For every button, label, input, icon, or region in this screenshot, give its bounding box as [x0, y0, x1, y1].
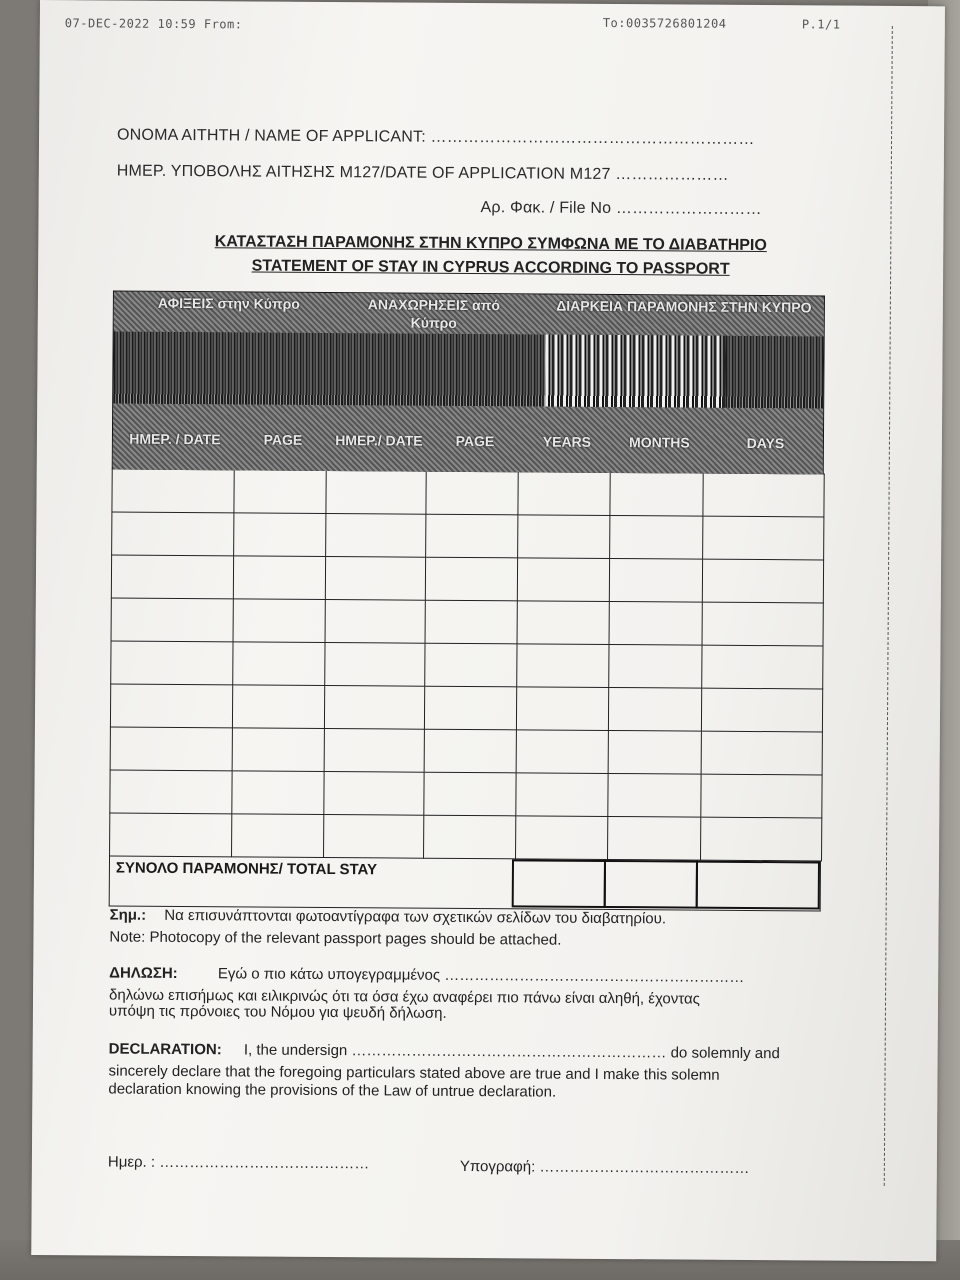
declaration-greek-name-field[interactable]: Εγώ ο πιο κάτω υπογεγραμμένος …………………………………………………… [217, 965, 745, 986]
title-english: STATEMENT OF STAY IN CYPRUS ACCORDING TO PASSPORT [251, 257, 730, 278]
note-greek [110, 907, 667, 928]
column-arrival-date: ΗΜΕΡ. / DATE [129, 430, 221, 448]
title-greek: ΚΑΤΑΣΤΑΣΗ ΠΑΡΑΜΟΝΗΣ ΣΤΗΝ ΚΥΠΡΟ ΣΥΜΦΩΝΑ ΜΕ ΤΟ ΔΙΑΒΑΤΗΡΙΟ [214, 233, 767, 255]
column-days: DAYS [746, 434, 785, 452]
note-english: Note: Photocopy of the relevant passport pages should be attached. [109, 928, 562, 949]
declaration-english-line1 [109, 1041, 780, 1063]
table-row [112, 512, 824, 560]
declaration-english-line2: sincerely declare that the foregoing particulars stated above are true and I make this solemn [108, 1062, 720, 1084]
group-duration: ΔΙΑΡΚΕΙΑ ΠΑΡΑΜΟΝΗΣ ΣΤΗΝ ΚΥΠΡΟ [556, 297, 812, 316]
table-row [111, 555, 823, 603]
declaration-english-label: DECLARATION: [108, 1040, 222, 1059]
note-greek-label: Σημ.: [109, 906, 147, 924]
form-sheet [31, 0, 945, 1261]
declaration-english-name-field[interactable]: I, the undersign ……………………………………………………… do solemnly and [243, 1041, 780, 1063]
column-departure-page: PAGE [455, 432, 495, 450]
table-body [109, 469, 825, 862]
table-row [110, 727, 822, 775]
column-arrival-page: PAGE [263, 431, 303, 448]
declaration-greek-line1 [109, 965, 744, 986]
total-stay-row [109, 857, 821, 912]
declaration-greek-line3: υπόψη τις πρόνοιες του Νόμου για ψευδή δήλωση. [108, 1002, 447, 1022]
fax-margin-line [884, 26, 893, 1186]
table-row [111, 598, 823, 646]
date-signature-field[interactable]: Ημερ. : …………………………………… [107, 1153, 370, 1173]
total-stay-label: ΣΥΝΟΛΟ ΠΑΡΑΜΟΝΗΣ/ TOTAL STAY [115, 859, 378, 879]
total-days-box[interactable] [696, 861, 820, 910]
table-row [110, 813, 822, 861]
applicant-name-field[interactable]: ΟΝΟΜΑ ΑΙΤΗΤΗ / NAME OF APPLICANT: …………………………………………………… [116, 126, 755, 148]
table-header-band [112, 291, 825, 474]
declaration-greek-label: ΔΗΛΩΣΗ: [109, 964, 178, 982]
table-row [112, 469, 824, 517]
table-row [110, 684, 822, 732]
fax-header-date: 07-DEC-2022 10:59 From: [64, 16, 243, 32]
application-date-field[interactable]: ΗΜΕΡ. ΥΠΟΒΟΛΗΣ ΑΙΤΗΣΗΣ Μ127/DATE OF APPLICATION M127 ………………… [116, 162, 729, 184]
table-row [110, 770, 822, 818]
column-months: MONTHS [629, 434, 690, 451]
column-years: YEARS [542, 433, 592, 450]
total-months-box[interactable] [604, 860, 698, 909]
file-number-field[interactable]: Αρ. Φακ. / File No ……………………… [480, 199, 762, 219]
fax-header-to: To:0035726801204 [602, 15, 727, 31]
table-row [111, 641, 823, 689]
fax-header-page: P.1/1 [801, 17, 841, 32]
declaration-greek-line2: δηλώνω επισήμως και ειλικρινώς ότι τα όσα έχω αναφέρει πιο πάνω είναι αληθή, έχοντας [108, 986, 700, 1008]
signature-field[interactable]: Υπογραφή: …………………………………… [459, 1157, 750, 1177]
declaration-english-line3: declaration knowing the provisions of the Law of untrue declaration. [108, 1080, 557, 1101]
group-departures: ΑΝΑΧΩΡΗΣΕΙΣ από Κύπρο [367, 296, 500, 331]
total-years-box[interactable] [512, 859, 606, 908]
column-departure-date: ΗΜΕΡ./ DATE [335, 432, 423, 449]
group-arrivals: ΑΦΙΞΕΙΣ στην Κύπρο [157, 294, 300, 312]
stay-table [109, 291, 825, 912]
note-greek-text: Να επισυνάπτονται φωτοαντίγραφα των σχετικών σελίδων του διαβατηρίου. [164, 906, 667, 928]
